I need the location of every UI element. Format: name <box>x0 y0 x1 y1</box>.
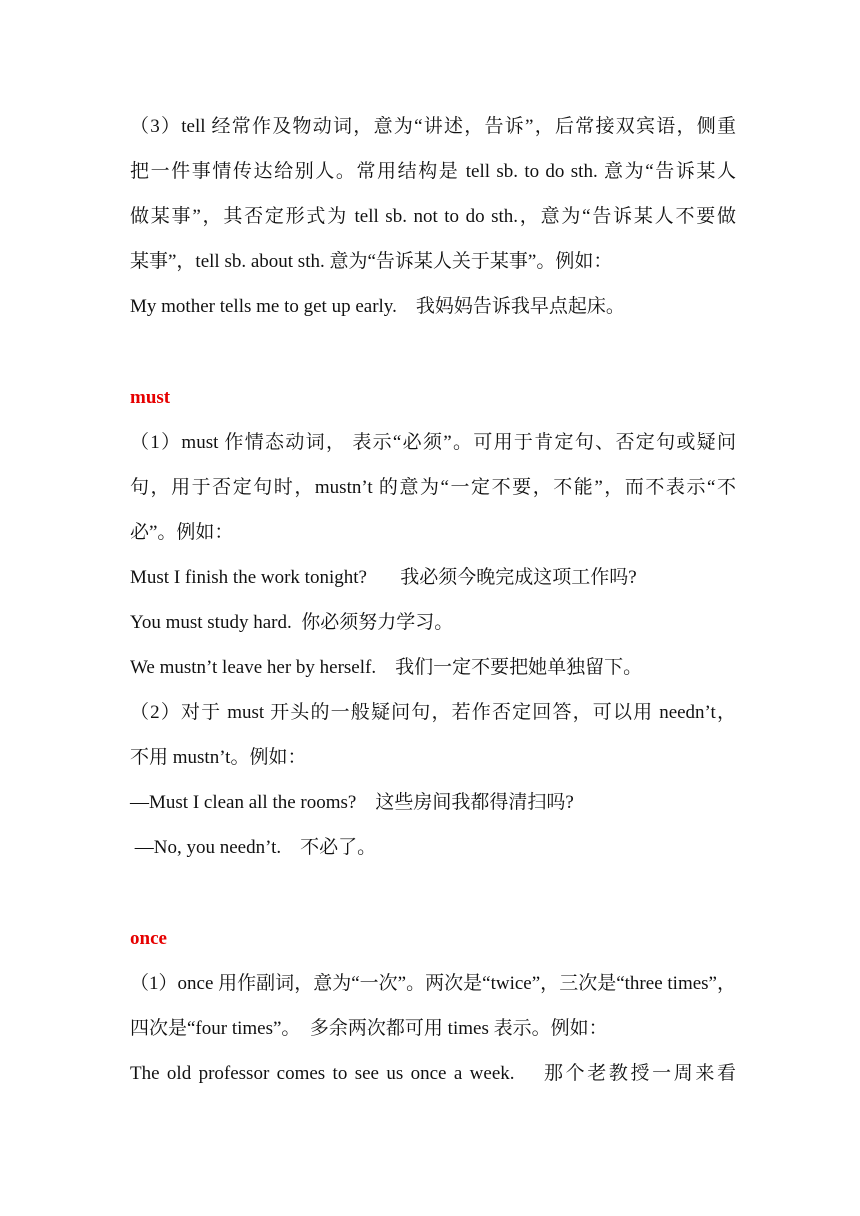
tell-point3-line-4: 某事”，tell sb. about sth. 意为“告诉某人关于某事”。例如： <box>130 251 613 272</box>
tell-point3-line-2: 把一件事情传达给别人。常用结构是 tell sb. to do sth. 意为“告诉某人 <box>130 161 736 182</box>
once-point1-line-1: （1）once 用作副词，意为“一次”。两次是“twice”，三次是“three times”， <box>130 973 736 994</box>
must-dialogue-answer: —No, you needn’t. 不必了。 <box>130 837 377 858</box>
tell-point3-line-3: 做某事”，其否定形式为 tell sb. not to do sth.，意为“告诉某人不要做 <box>130 206 736 227</box>
once-heading: once <box>130 928 167 949</box>
must-point2-line-1: （2）对于 must 开头的一般疑问句，若作否定回答，可以用 needn’t， <box>130 702 736 723</box>
must-point1-line-2: 句，用于否定句时，mustn’t 的意为“一定不要，不能”，而不表示“不 <box>130 477 736 498</box>
must-point1-line-3: 必”。例如： <box>130 522 234 543</box>
must-point2-line-2: 不用 mustn’t。例如： <box>130 747 307 768</box>
once-example-1: The old professor comes to see us once a week. 那个老教授一周来看 <box>130 1063 736 1084</box>
once-point1-line-2: 四次是“four times”。 多余两次都可用 times 表示。例如： <box>130 1018 608 1039</box>
must-point1-line-1: （1）must 作情态动词， 表示“必须”。可用于肯定句、否定句或疑问 <box>130 432 736 453</box>
must-example-2: You must study hard. 你必须努力学习。 <box>130 612 454 633</box>
tell-point3-line-1: （3）tell 经常作及物动词，意为“讲述，告诉”，后常接双宾语，侧重 <box>130 116 736 137</box>
must-heading: must <box>130 387 171 408</box>
tell-example-1: My mother tells me to get up early. 我妈妈告诉我早点起床。 <box>130 296 625 317</box>
must-dialogue-question: —Must I clean all the rooms? 这些房间我都得清扫吗? <box>130 792 574 813</box>
must-example-1: Must I finish the work tonight? 我必须今晚完成这项工作吗? <box>130 567 637 588</box>
must-example-3: We mustn’t leave her by herself. 我们一定不要把她单独留下。 <box>130 657 643 678</box>
